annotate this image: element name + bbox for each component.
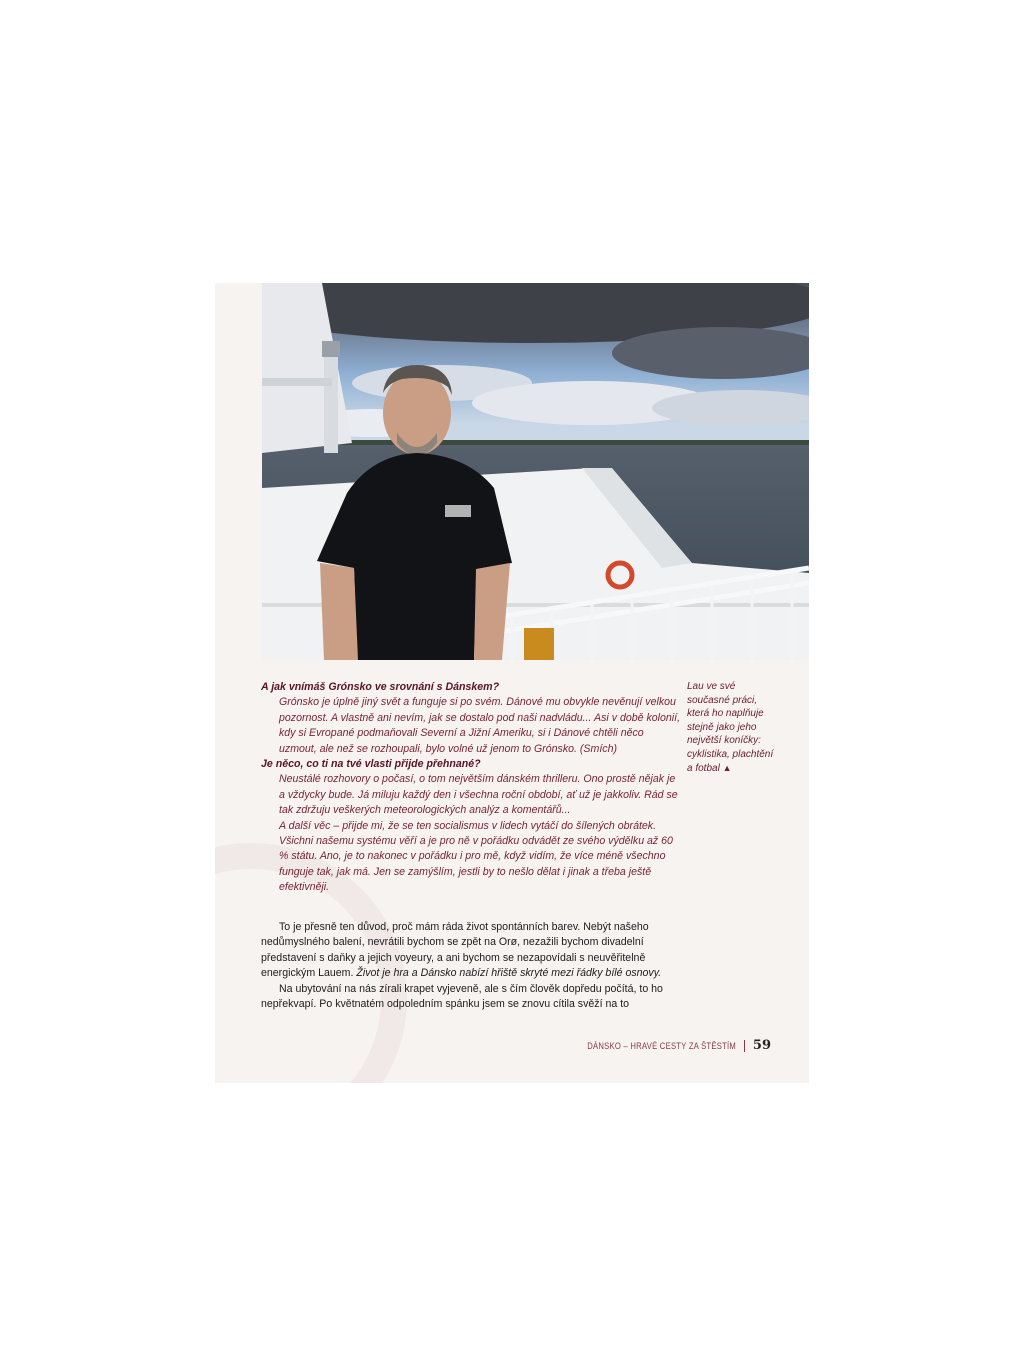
caption-text: Lau ve své současné práci, která ho naplňuje stejně jako jeho největší koníčky: cyklistika, plachtění a fotbal bbox=[687, 681, 774, 774]
running-title: DÁNSKO – HRAVÉ CESTY ZA ŠTĚSTÍM bbox=[587, 1040, 736, 1051]
book-page bbox=[215, 283, 809, 1083]
page-footer bbox=[561, 1038, 771, 1053]
answer-paragraph: Grónsko je úplně jiný svět a funguje si po svém. Dánové mu obvykle nevěnují velkou pozornost. A vlastně ani nevím, jak se dostalo pod naši nadvládu... Asi v době kolonií, kdy si Evropané podmaňovali Severní a Jižní Ameriku, si i Dánové chtěli něco uzmout, ale než se rozhoupali, bylo volné už jenom to Grónsko. (Smích) bbox=[279, 696, 681, 755]
ferry-photo bbox=[262, 283, 809, 660]
footer-divider bbox=[744, 1040, 745, 1052]
page-number: 59 bbox=[752, 1038, 771, 1053]
body-paragraph-2: Na ubytování na nás zírali krapet vyjeveně, ale s čím člověk dopředu počítá, to ho nepřekvapí. Po květnatém odpoledním spánku jsem se znovu cítila svěží na to bbox=[261, 982, 663, 1011]
interview-answer-2 bbox=[279, 772, 681, 895]
body-paragraph-1 bbox=[261, 920, 681, 982]
photo-caption bbox=[687, 680, 777, 775]
body-text bbox=[261, 920, 681, 1012]
interview-section bbox=[261, 680, 681, 896]
body-paragraph-1-text: To je přesně ten důvod, proč mám ráda život spontánních barev. Nebýt našeho nedůmyslného balení, nevrátili bychom se zpět na Orø, nezažili bychom divadelní představení s daňky a jejich voyeury, a ani bychom se nezapovídali s neuvěřitelně energickým Lauem. bbox=[261, 921, 649, 980]
answer-paragraph: Neustálé rozhovory o počasí, o tom největším dánském thrilleru. Ono prostě nějak je a vždycky bude. Já miluju každý den i všechna roční období, ať už je jakkoliv. Rád se tak zdržuju veškerých meteorologických analýz a komentářů... bbox=[279, 773, 678, 817]
answer-paragraph: A další věc – přijde mi, že se ten socialismus v lidech vytáčí do šílených obrátek. Všichni našemu systému věří a je pro ně v pořádku odvádět ze svého výdělku až 60 % státu. Ano, je to nakonec v pořádku i pro mě, když vidím, že více méně všechno funguje tak, jak má. Jen se zamýšlím, jestli by to nešlo dělat i jinak a třeba ještě efektivněji. bbox=[279, 819, 673, 894]
interview-question-2: Je něco, co ti na tvé vlasti přijde přehnané? bbox=[261, 758, 481, 771]
body-paragraph-1-emphasis: Život je hra a Dánsko nabízí hřiště skryté mezi řádky bílé osnovy. bbox=[356, 967, 662, 980]
interview-question-1: A jak vnímáš Grónsko ve srovnání s Dánskem? bbox=[261, 681, 500, 693]
interview-answer-1 bbox=[279, 695, 681, 757]
triangle-up-icon: ▲ bbox=[722, 762, 732, 773]
